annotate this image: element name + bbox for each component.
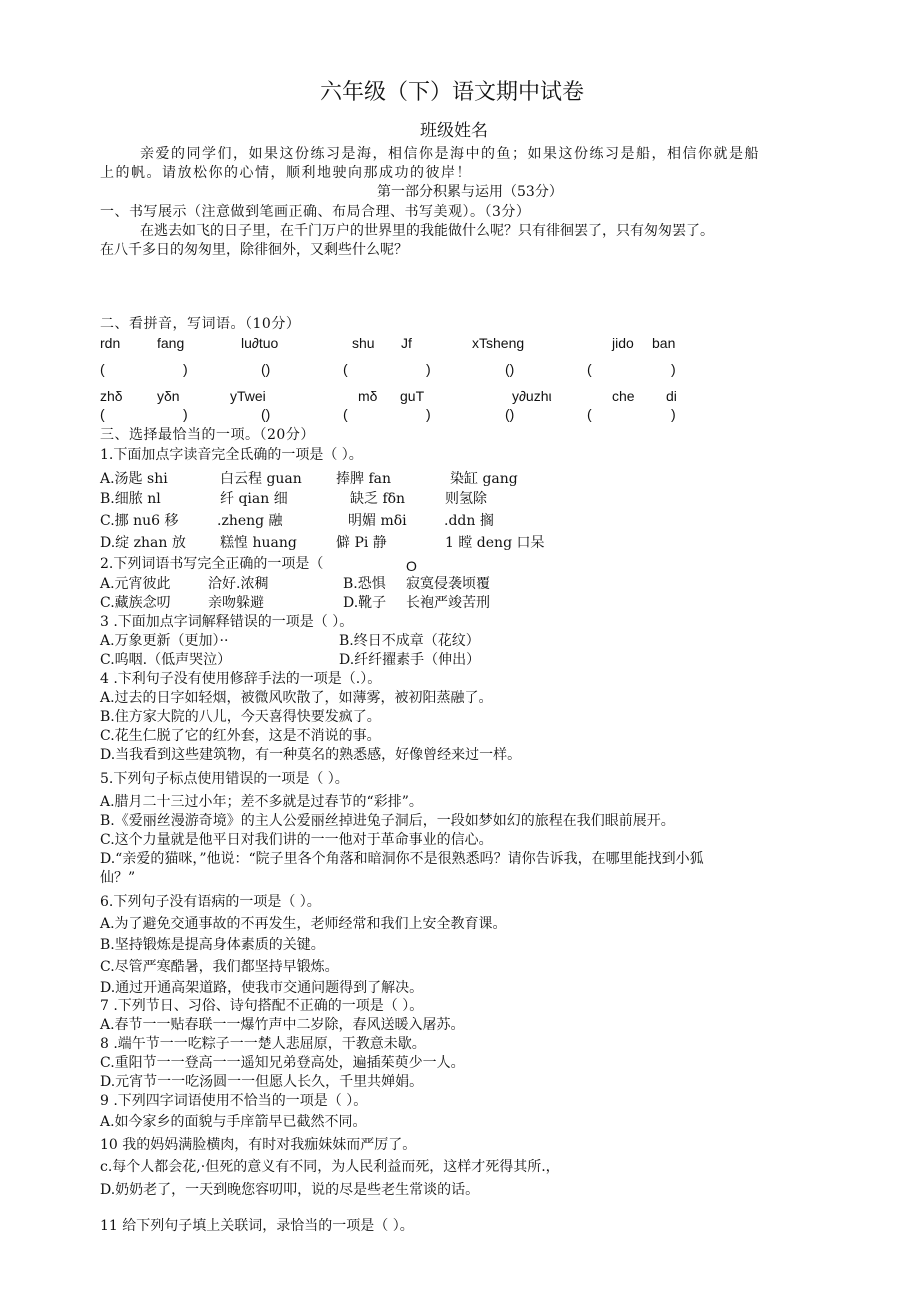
question-9: 9 .下列四字词语使用不恰当的一项是（ ）。 [100, 1093, 368, 1109]
answer-paren: ) [183, 406, 188, 422]
q1-option-d: D.绽 zhan 放 [100, 535, 186, 551]
pinyin-2: fang [157, 335, 185, 351]
intro-line-2: 上的帆。请放松你的心情，顺利地驶向那成功的彼岸！ [100, 165, 472, 181]
q3-option-a: A.万象更新（更加）·· [100, 633, 229, 649]
part-one-heading: 第一部分积累与运用（53分） [377, 184, 563, 200]
q3-option-c: C.呜咽.（低声哭泣） [100, 652, 232, 668]
class-name-label: 班级姓名 [420, 121, 488, 141]
q6-option-c: C.尽管严寒酷暑，我们都坚持早锻炼。 [100, 959, 339, 975]
q1-option-c: C.挪 nu6 移 [100, 513, 179, 529]
section-2-heading: 二、看拼音，写词语。（10分） [100, 316, 301, 332]
q1-option-a: 捧脾 fan [336, 471, 391, 487]
answer-paren: ( [100, 406, 105, 422]
q6-option-a: A.为了避免交通事故的不再发生，老师经常和我们上安全教育课。 [100, 916, 507, 932]
q1-option-c: 明媚 mδi [348, 513, 407, 529]
question-4: 4 .卞利句子没有使用修辞手法的一项是（.）。 [100, 671, 382, 687]
exam-title: 六年级（下）语文期中试卷 [320, 80, 585, 105]
intro-line-1: 亲爱的同学们，如果这份练习是海，相信你是海中的鱼；如果这份练习是船，相信你就是船 [140, 146, 760, 162]
q5-option-c: C.这个力量就是他平日对我们讲的一一他对于革命事业的信心。 [100, 832, 493, 848]
q4-option-d: D.当我看到这些建筑物，有一种莫名的熟悉感，好像曾经来过一样。 [100, 747, 522, 763]
q1-option-c: .ddn 搁 [444, 513, 494, 529]
q2-option-b: 寂寞侵袭顷覆 [406, 576, 490, 592]
question-5: 5.下列句子标点使用错误的一项是（ ）。 [100, 771, 349, 787]
question-6: 6.下列句子没有语病的一项是（ ）。 [100, 894, 321, 910]
pinyin-16: di [666, 388, 677, 404]
answer-paren: ( [343, 361, 348, 377]
question-2-mark: O [406, 558, 417, 574]
q6-option-d: D.通过开通高架道路，使我市交通问题得到了解决。 [100, 980, 424, 996]
answer-paren: ( [587, 361, 592, 377]
question-2: 2.下列词语书写完全正确的一项是（ [100, 556, 324, 572]
answer-paren: () [505, 361, 515, 377]
pinyin-9: zhδ [100, 388, 123, 404]
q2-option-a: 洽好.浓稠 [208, 576, 269, 592]
answer-paren: () [261, 406, 271, 422]
q1-option-d: 糕惶 huang [220, 535, 297, 551]
section-1-heading: 一、书写展示（注意做到笔画正确、布局合理、书写美观）。（3分） [100, 204, 531, 220]
q1-option-b: 纤 qian 细 [220, 491, 288, 507]
question-1: 1.下面加点字读音完全氐确的一项是（ ）。 [100, 447, 363, 463]
pinyin-8: ban [652, 335, 676, 351]
q7-option-c: C.重阳节一一登高一一遥知兄弟登高处，遍插茱萸少一人。 [100, 1055, 465, 1071]
q6-option-b: B.坚持锻炼是提高身体素质的关键。 [100, 937, 325, 953]
pinyin-7: jido [612, 335, 634, 351]
pinyin-12: mδ [358, 388, 378, 404]
section-1-line-2: 在八千多日的匆匆里，除徘徊外，又剩些什么呢？ [100, 242, 408, 258]
pinyin-6: xTsheng [472, 335, 525, 351]
answer-paren: () [505, 406, 515, 422]
q4-option-b: B.住方家大院的八儿，今天喜得快要发疯了。 [100, 709, 381, 725]
q1-option-b: 则氢除 [445, 491, 487, 507]
section-1-line-1: 在逃去如飞的日子里，在千门万户的世界里的我能做什么呢？只有徘徊罢了，只有匆匆罢了。 [140, 223, 714, 239]
q9-option-c: c.每个人都会花,·但死的意义有不同，为人民利益而死，这样才死得其所.， [100, 1159, 560, 1175]
answer-paren: ) [671, 361, 676, 377]
q5-option-d-cont: 仙？” [100, 870, 136, 886]
q2-option-c: 亲吻躲避 [208, 595, 264, 611]
q3-option-d: D.纤纤擢素手（伸出） [339, 652, 481, 668]
q1-option-a: 染缸 gang [450, 471, 518, 487]
q5-option-d: D.“亲爱的猫咪，”他说：“院子里各个角落和暗洞你不是很熟悉吗？请你告诉我，在哪里能找到小狐 [100, 851, 704, 867]
q5-option-b: B.《爱丽丝漫游奇境》的主人公爱丽丝掉进兔子洞后，一段如梦如幻的旅程在我们眼前展开。 [100, 813, 675, 829]
q4-option-a: A.过去的日字如轻烟，被微风吹散了，如薄雾，被初阳蒸融了。 [100, 690, 493, 706]
q1-option-a: 白云程 guan [220, 471, 302, 487]
q1-option-c: .zheng 融 [217, 513, 283, 529]
answer-paren: ) [426, 361, 431, 377]
answer-paren: ) [183, 361, 188, 377]
pinyin-1: rdn [100, 335, 121, 351]
section-3-heading: 三、选择最恰当的一项。（20分） [100, 427, 315, 443]
pinyin-3: lu∂tuo [241, 335, 279, 351]
pinyin-11: yTwei [230, 388, 266, 404]
question-7: 7 .下列节日、习俗、诗句搭配不正确的一项是（ ）。 [100, 998, 424, 1014]
q1-option-a: A.汤匙 shi [100, 471, 168, 487]
question-3: 3 .下面加点字词解释错误的一项是（ ）。 [100, 614, 354, 630]
pinyin-10: yδn [157, 388, 180, 404]
q2-option-b: B.恐惧 [343, 576, 386, 592]
answer-paren: ( [587, 406, 592, 422]
answer-paren: ) [426, 406, 431, 422]
q1-option-b: B.细脓 nl [100, 491, 161, 507]
pinyin-15: che [612, 388, 635, 404]
q7-option-b: 8 .端午节一一吃粽子一一楚人悲屈原，干教意未歇。 [100, 1036, 426, 1052]
q7-option-d: D.元宵节一一吃汤圆一一但愿人长久，千里共婵娟。 [100, 1074, 424, 1090]
q1-option-b: 缺乏 fδn [350, 491, 406, 507]
q2-option-a: A.元宵彼此 [100, 576, 171, 592]
q2-option-c: C.藏族念叨 [100, 595, 171, 611]
q2-option-d: D.靴子 [343, 595, 387, 611]
q9-option-b: 10 我的妈妈满脸横肉，有时对我痂妹妹而严厉了。 [100, 1137, 417, 1153]
pinyin-4: shu [352, 335, 375, 351]
q5-option-a: A.腊月二十三过小年；差不多就是过春节的“彩排”。 [100, 794, 423, 810]
answer-paren: () [261, 361, 271, 377]
q9-option-a: A.如今家乡的面貌与手庠箭早已截然不同。 [100, 1114, 367, 1130]
q9-option-d: D.奶奶老了，一天到晚您容叨叩，说的尽是些老生常谈的话。 [100, 1182, 480, 1198]
q4-option-c: C.花生仁脱了它的红外套，这是不消说的事。 [100, 728, 381, 744]
answer-paren: ( [100, 361, 105, 377]
q3-option-b: B.终日不成章（花纹） [339, 633, 480, 649]
pinyin-5: Jf [401, 335, 412, 351]
question-11: 11 给下列句子填上关联词，录恰当的一项是（ ）。 [100, 1218, 414, 1234]
q1-option-d: 1 瞠 deng 口呆 [445, 535, 545, 551]
q7-option-a: A.春节一一贴春联一一爆竹声中二岁除，春风送暖入屠苏。 [100, 1017, 465, 1033]
q2-option-d: 长袍严竣苦刑 [406, 595, 490, 611]
pinyin-14: y∂uzhι [512, 388, 552, 404]
pinyin-13: guT [400, 388, 425, 404]
answer-paren: ) [671, 406, 676, 422]
q1-option-d: 僻 Pi 静 [336, 535, 387, 551]
answer-paren: ( [343, 406, 348, 422]
